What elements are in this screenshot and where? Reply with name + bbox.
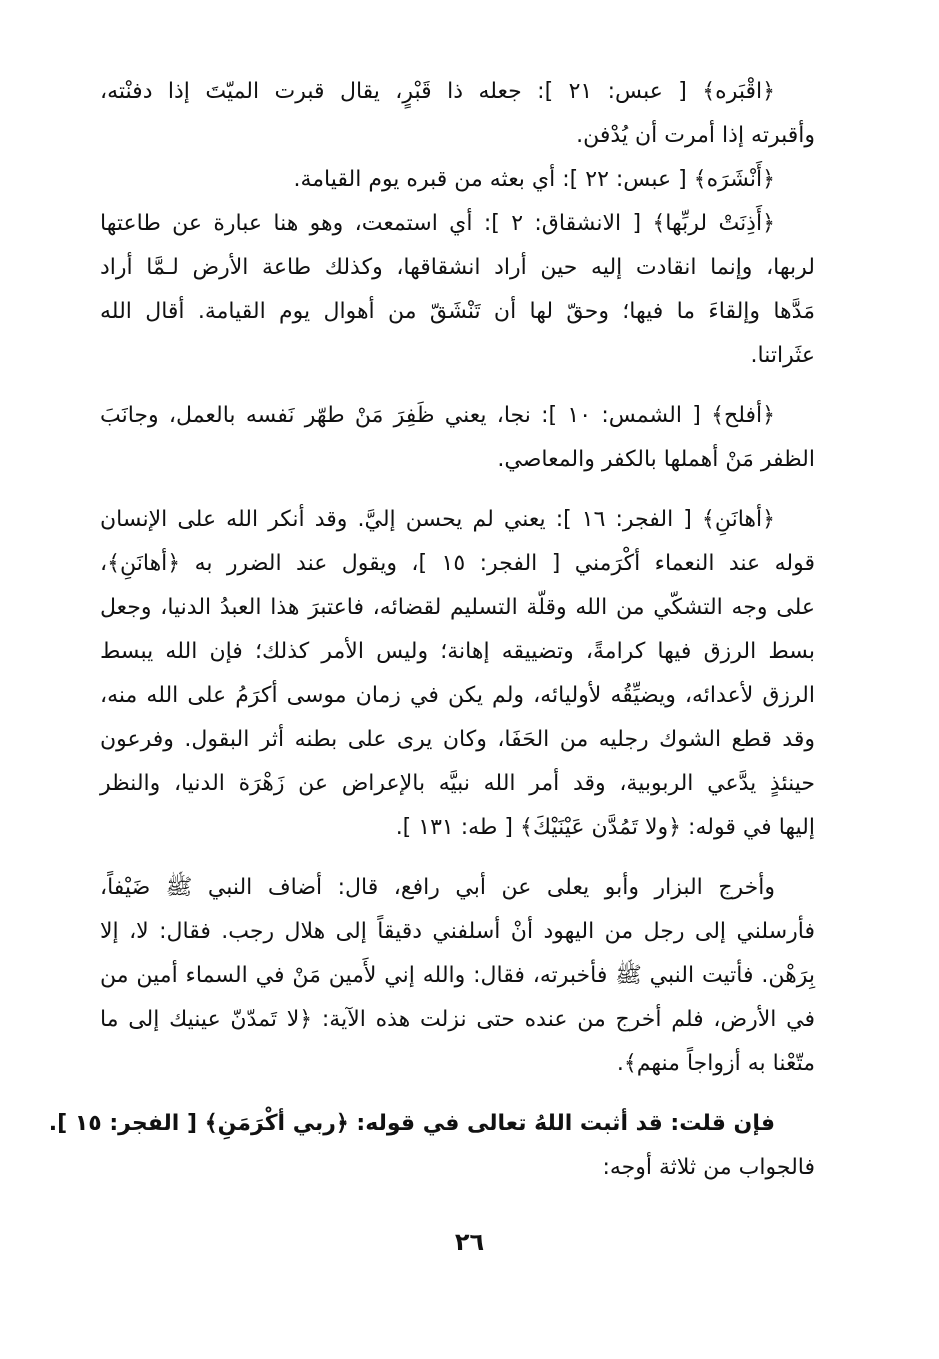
text-line: الظفر مَنْ أهملها بالكفر والمعاصي. (497, 447, 815, 472)
paragraph-gap (100, 850, 815, 866)
paragraph-ahanan (100, 498, 815, 850)
paragraph-hadith (100, 866, 815, 1086)
text-line: الرزق لأعدائه، ويضيِّقُه لأوليائه، ولم يكن في زمان موسى أكرَمُ على الله منه، (100, 683, 815, 708)
text-line: في الأرض، فلم أخرج من عنده حتى نزلت هذه الآية: ﴿لا تَمدّنّ عينيك إلى ما (100, 1007, 815, 1032)
text-line: ﴿أفلح﴾ [ الشمس: ١٠ ]: نجا، يعني ظَفِرَ مَنْ طهّر نَفسه بالعمل، وجانَبَ (100, 403, 776, 428)
page-number: ٢٦ (454, 1228, 485, 1256)
text-line: قوله عند النعماء أكْرَمني [ الفجر: ١٥ ]، ويقول عند الضرر به ﴿أهانَنِ﴾، (100, 551, 815, 576)
text-line: عثَراتنا. (750, 343, 815, 368)
text-line: فأرسلني إلى رجل من اليهود أنْ أسلفني دقيقاً إلى هلال رجب. فقال: لا، إلا (100, 919, 815, 944)
paragraph-question (48, 1102, 815, 1190)
paragraph-ansharah (100, 158, 815, 202)
text-line: لربها، وإنما انقادت إليه حين أراد انشقاقها، وكذلك طاعة الأرض لـمَّا أراد (100, 255, 815, 280)
paragraph-adhinat (100, 202, 815, 378)
text-line: فالجواب من ثلاثة أوجه: (602, 1155, 815, 1180)
text-line: بسط الرزق فيها كرامةً، وتضييقه إهانة؛ وليس الأمر كذلك؛ فإن الله يبسط (100, 639, 815, 664)
page-body (48, 70, 815, 1190)
text-line: ﴿أَذِنَتْ لربِّها﴾ [ الانشقاق: ٢ ]: أي استمعت، وهو هنا عبارة عن طاعتها (100, 211, 775, 236)
paragraph-aflah (100, 394, 815, 482)
text-line: فإن قلت: قد أثبت اللهُ تعالى في قوله: ﴿ربي أكْرَمَنِ﴾ [ الفجر: ١٥ ]. (48, 1111, 775, 1136)
text-line: ﴿أهانَنِ﴾ [ الفجر: ١٦ ]: يعني لم يحسن إليَّ. وقد أنكر الله على الإنسان (100, 507, 775, 532)
text-line: على وجه التشكّي من الله وقلّة التسليم لقضائه، فاعتبرَ هذا العبدُ الدنيا، وجعل (100, 595, 815, 620)
text-line: وأخرج البزار وأبو يعلى عن أبي رافع، قال: أضاف النبي ﷺ ضَيْفاً، (100, 875, 775, 900)
text-line: مَدَّها وإلقاءَ ما فيها؛ وحقّ لها أن تَنْشَقّ من أهوال يوم القيامة. أقال الله (100, 299, 815, 324)
text-line: وأقبرته إذا أمرت أن يُدْفن. (576, 123, 815, 148)
text-line: ﴿أَنْشَرَه﴾ [ عبس: ٢٢ ]: أي بعثه من قبره يوم القيامة. (293, 167, 775, 192)
paragraph-gap (100, 482, 815, 498)
text-line: ﴿اقْبَره﴾ [ عبس: ٢١ ]: جعله ذا قَبْرٍ، يقال قبرت الميّتَ إذا دفنْته، (100, 79, 775, 104)
text-line: حينئذٍ يدَّعي الربوبية، وقد أمر الله نبيَّه بالإعراض عن زَهْرَة الدنيا، والنظر (100, 771, 815, 796)
paragraph-gap (100, 1086, 815, 1102)
text-line: إليها في قوله: ﴿ولا تَمُدَّن عَيْنَيْكَ﴾ [ طه: ١٣١ ]. (395, 815, 815, 840)
paragraph-gap (100, 378, 815, 394)
text-line: متّعْنا به أزواجاً منهم﴾. (616, 1051, 815, 1076)
text-line: بِرَهْن. فأتيت النبي ﷺ فأخبرته، فقال: والله إني لأَمين مَنْ في السماء أمين من (100, 963, 815, 988)
text-line: وقد قطع الشوك رجليه من الحَفَا، وكان يرى على بطنه أثر البقول. وفرعون (100, 727, 815, 752)
paragraph-aqbarah (100, 70, 815, 158)
